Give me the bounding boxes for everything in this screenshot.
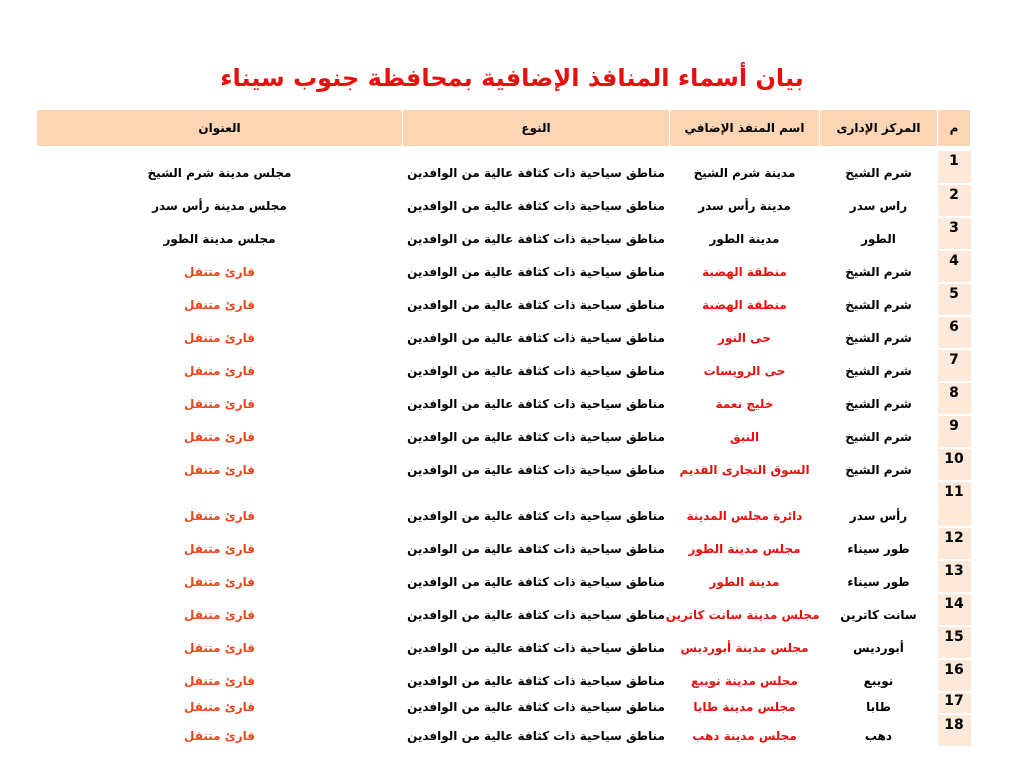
table-row xyxy=(37,692,971,714)
row-type: مناطق سياحية ذات كثافة عالية من الوافدين xyxy=(407,199,665,213)
table-row xyxy=(37,283,971,316)
row-address: قارئ متنقل xyxy=(183,575,256,589)
row-address: قارئ متنقل xyxy=(183,430,256,444)
row-address: قارئ متنقل xyxy=(183,463,256,477)
row-number: 3 xyxy=(938,217,971,250)
row-number: 10 xyxy=(938,448,971,481)
table-row xyxy=(37,560,971,593)
row-type: مناطق سياحية ذات كثافة عالية من الوافدين xyxy=(407,331,665,345)
row-address: قارئ متنقل xyxy=(183,298,256,312)
table-row xyxy=(37,626,971,659)
row-center: الطور xyxy=(861,232,896,246)
table-row xyxy=(37,415,971,448)
row-outlet-name: مجلس مدينة نويبع xyxy=(691,674,798,688)
table-row xyxy=(37,527,971,560)
row-address: قارئ متنقل xyxy=(183,674,256,688)
row-center: طابا xyxy=(866,700,891,714)
row-type: مناطق سياحية ذات كثافة عالية من الوافدين xyxy=(407,265,665,279)
header-center: المركز الإدارى xyxy=(820,110,938,146)
row-address: قارئ متنقل xyxy=(183,265,256,279)
row-outlet-name: مدينة رأس سدر xyxy=(698,199,791,213)
row-type: مناطق سياحية ذات كثافة عالية من الوافدين xyxy=(407,674,665,688)
row-center: رأس سدر xyxy=(849,509,908,523)
row-number: 9 xyxy=(938,415,971,448)
row-number: 4 xyxy=(938,250,971,283)
header-num: م xyxy=(938,110,971,146)
row-outlet-name: مجلس مدينة دهب xyxy=(692,729,797,743)
table-header-row xyxy=(37,110,971,146)
table-row xyxy=(37,184,971,217)
outlets-table xyxy=(36,110,971,748)
row-center: طور سيناء xyxy=(847,575,910,589)
row-type: مناطق سياحية ذات كثافة عالية من الوافدين xyxy=(407,430,665,444)
row-center: شرم الشيخ xyxy=(845,397,912,411)
row-center: نويبع xyxy=(863,674,894,688)
table-row xyxy=(37,382,971,415)
row-type: مناطق سياحية ذات كثافة عالية من الوافدين xyxy=(407,463,665,477)
table-row xyxy=(37,659,971,692)
table-row xyxy=(37,714,971,747)
row-number: 6 xyxy=(938,316,971,349)
row-outlet-name: حى الرويسات xyxy=(703,364,786,378)
row-outlet-name: النبق xyxy=(729,430,760,444)
row-number: 16 xyxy=(938,659,971,692)
row-center: شرم الشيخ xyxy=(845,298,912,312)
row-address: قارئ متنقل xyxy=(183,700,256,714)
row-number: 15 xyxy=(938,626,971,659)
row-outlet-name: منطقة الهضبة xyxy=(702,265,787,279)
row-address: قارئ متنقل xyxy=(183,509,256,523)
row-number: 14 xyxy=(938,593,971,626)
row-outlet-name: مجلس مدينة سانت كاترين xyxy=(665,608,820,622)
row-type: مناطق سياحية ذات كثافة عالية من الوافدين xyxy=(407,641,665,655)
row-address: مجلس مدينة رأس سدر xyxy=(152,199,287,213)
row-type: مناطق سياحية ذات كثافة عالية من الوافدين xyxy=(407,364,665,378)
row-number: 5 xyxy=(938,283,971,316)
table-row xyxy=(37,448,971,481)
row-outlet-name: منطقة الهضبة xyxy=(702,298,787,312)
row-outlet-name: مدينة الطور xyxy=(709,575,780,589)
row-type: مناطق سياحية ذات كثافة عالية من الوافدين xyxy=(407,232,665,246)
row-outlet-name: مجلس مدينة أبورديس xyxy=(680,641,809,655)
row-number: 8 xyxy=(938,382,971,415)
row-outlet-name: مجلس مدينة طابا xyxy=(693,700,796,714)
page-title: بيان أسماء المنافذ الإضافية بمحافظة جنوب سيناء xyxy=(220,64,804,92)
row-type: مناطق سياحية ذات كثافة عالية من الوافدين xyxy=(407,298,665,312)
row-number: 7 xyxy=(938,349,971,382)
header-outlet: اسم المنفذ الإضافي xyxy=(670,110,820,146)
row-number: 1 xyxy=(938,151,971,184)
row-center: شرم الشيخ xyxy=(845,364,912,378)
row-number: 12 xyxy=(938,527,971,560)
row-center: شرم الشيخ xyxy=(845,265,912,279)
row-type: مناطق سياحية ذات كثافة عالية من الوافدين xyxy=(407,608,665,622)
table-row xyxy=(37,349,971,382)
table-row xyxy=(37,217,971,250)
table-row xyxy=(37,593,971,626)
header-address: العنوان xyxy=(37,110,403,146)
row-address: قارئ متنقل xyxy=(183,641,256,655)
row-address: مجلس مدينة شرم الشيخ xyxy=(147,166,292,180)
row-center: شرم الشيخ xyxy=(845,430,912,444)
row-number: 11 xyxy=(938,481,971,527)
table-body xyxy=(37,146,971,747)
row-outlet-name: مجلس مدينة الطور xyxy=(688,542,801,556)
row-number: 13 xyxy=(938,560,971,593)
row-center: طور سيناء xyxy=(847,542,910,556)
table-row xyxy=(37,151,971,184)
row-type: مناطق سياحية ذات كثافة عالية من الوافدين xyxy=(407,729,665,743)
row-center: دهب xyxy=(864,729,893,743)
row-address: قارئ متنقل xyxy=(183,608,256,622)
row-address: مجلس مدينة الطور xyxy=(163,232,276,246)
table-row xyxy=(37,250,971,283)
row-number: 17 xyxy=(938,692,971,714)
row-center: سانت كاترين xyxy=(840,608,917,622)
row-outlet-name: مدينة شرم الشيخ xyxy=(693,166,796,180)
row-type: مناطق سياحية ذات كثافة عالية من الوافدين xyxy=(407,575,665,589)
row-type: مناطق سياحية ذات كثافة عالية من الوافدين xyxy=(407,509,665,523)
row-number: 18 xyxy=(938,714,971,747)
row-outlet-name: حى النور xyxy=(718,331,771,345)
row-address: قارئ متنقل xyxy=(183,364,256,378)
row-type: مناطق سياحية ذات كثافة عالية من الوافدين xyxy=(407,397,665,411)
row-type: مناطق سياحية ذات كثافة عالية من الوافدين xyxy=(407,542,665,556)
row-outlet-name: السوق التجارى القديم xyxy=(679,463,810,477)
row-outlet-name: مدينة الطور xyxy=(709,232,780,246)
row-address: قارئ متنقل xyxy=(183,331,256,345)
row-number: 2 xyxy=(938,184,971,217)
row-center: أبورديس xyxy=(853,641,904,655)
row-address: قارئ متنقل xyxy=(183,729,256,743)
row-center: شرم الشيخ xyxy=(845,463,912,477)
row-center: شرم الشيخ xyxy=(845,166,912,180)
row-center: شرم الشيخ xyxy=(845,331,912,345)
header-type: النوع xyxy=(403,110,670,146)
table-row xyxy=(37,481,971,527)
table-row xyxy=(37,316,971,349)
row-address: قارئ متنقل xyxy=(183,542,256,556)
row-type: مناطق سياحية ذات كثافة عالية من الوافدين xyxy=(407,700,665,714)
row-outlet-name: دائرة مجلس المدينة xyxy=(686,509,803,523)
row-outlet-name: خليج نعمة xyxy=(715,397,774,411)
row-address: قارئ متنقل xyxy=(183,397,256,411)
row-center: راس سدر xyxy=(849,199,908,213)
row-type: مناطق سياحية ذات كثافة عالية من الوافدين xyxy=(407,166,665,180)
